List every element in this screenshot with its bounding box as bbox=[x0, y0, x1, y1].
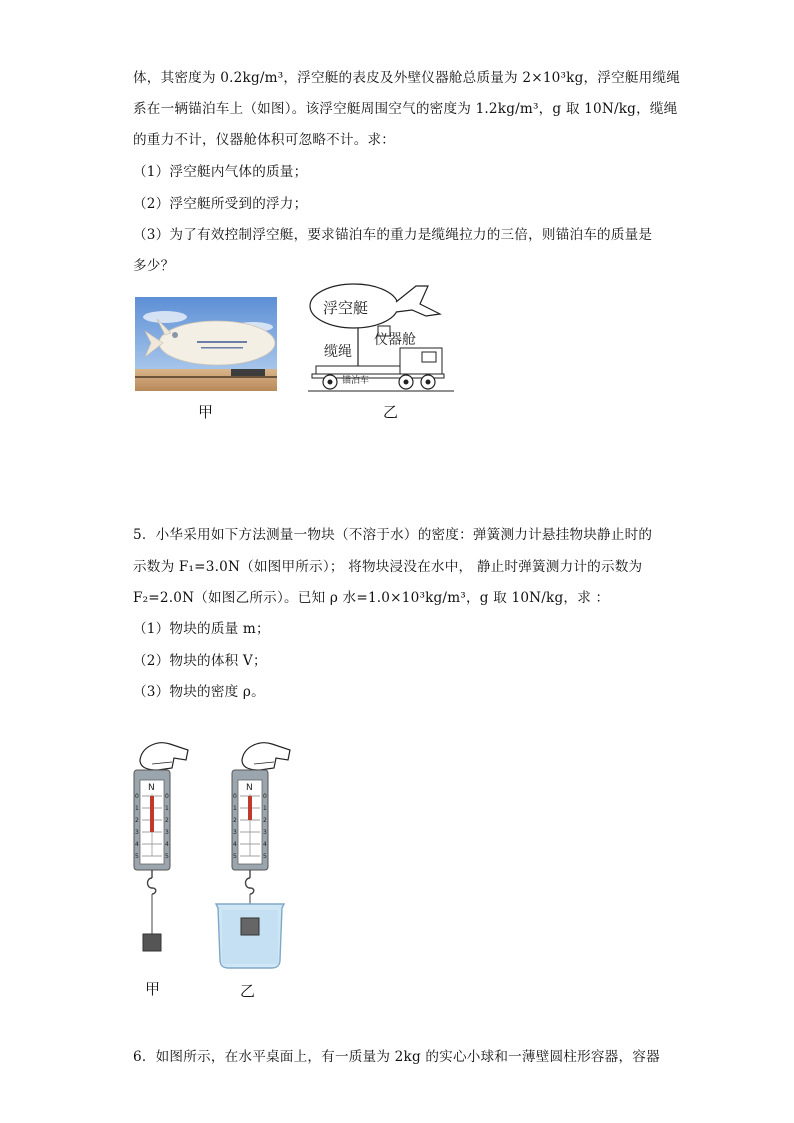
scale-yi-tick-r-5: 5 bbox=[263, 853, 267, 860]
diagram-airship-label: 浮空艇 bbox=[323, 299, 369, 317]
scale-yi-tick-r-3: 3 bbox=[263, 829, 267, 836]
q5-fig-yi-caption: 乙 bbox=[240, 982, 256, 1000]
q4-sub-3: （3）为了有效控制浮空艇，要求锚泊车的重力是缆绳拉力的三倍，则锚泊车的质量是 bbox=[133, 227, 653, 243]
scale-yi-tick-r-2: 2 bbox=[263, 817, 267, 824]
scale-jia-tick-r-2: 2 bbox=[165, 817, 169, 824]
scale-yi-tick-r-4: 4 bbox=[263, 841, 267, 848]
q5-sub-2: （2）物块的体积 V； bbox=[133, 653, 267, 669]
q5-fig-jia-caption: 甲 bbox=[145, 980, 161, 998]
q4-line-3: 的重力不计，仪器舱体积可忽略不计。求： bbox=[133, 132, 396, 148]
scale-jia-tick-l-4: 4 bbox=[135, 841, 139, 848]
q4-fig-yi-caption: 乙 bbox=[383, 403, 399, 421]
q5-line-2: 示数为 F₁=3.0N（如图甲所示）； 将物块浸没在水中， 静止时弹簧测力计的示数为 bbox=[133, 559, 643, 575]
q5-sub-3: （3）物块的密度 ρ。 bbox=[133, 684, 265, 700]
q6-line-1: 6．如图所示，在水平桌面上，有一质量为 2kg 的实心小球和一薄壁圆柱形容器，容器 bbox=[133, 1049, 660, 1065]
scale-yi-tick-r-0: 0 bbox=[263, 793, 267, 800]
scale-jia-tick-r-5: 5 bbox=[165, 853, 169, 860]
scale-jia-tick-l-0: 0 bbox=[135, 793, 139, 800]
scale-yi-tick-l-4: 4 bbox=[233, 841, 237, 848]
scale-jia-tick-l-3: 3 bbox=[135, 829, 139, 836]
scale-yi-tick-l-3: 3 bbox=[233, 829, 237, 836]
scale-jia-tick-r-4: 4 bbox=[165, 841, 169, 848]
scale-jia-tick-l-2: 2 bbox=[135, 817, 139, 824]
airship-diagram bbox=[308, 278, 458, 398]
q4-sub-3-cont: 多少？ bbox=[133, 258, 175, 274]
diagram-cable-label: 缆绳 bbox=[324, 344, 352, 360]
q5-sub-1: （1）物块的质量 m； bbox=[133, 621, 270, 637]
scale-jia-tick-l-5: 5 bbox=[135, 853, 139, 860]
diagram-truck-label: 锚泊车 bbox=[342, 376, 370, 386]
scale-jia-unit: N bbox=[148, 783, 155, 793]
q4-sub-1: （1）浮空艇内气体的质量； bbox=[133, 164, 308, 180]
q4-fig-jia-caption: 甲 bbox=[198, 403, 214, 421]
scale-yi-tick-l-1: 1 bbox=[233, 805, 237, 812]
spring-scale-yi bbox=[212, 738, 302, 973]
q4-line-1: 体，其密度为 0.2kg/m³，浮空艇的表皮及外壁仪器舱总质量为 2×10³kg，浮空艇用缆绳 bbox=[133, 70, 681, 86]
scale-yi-tick-l-0: 0 bbox=[233, 793, 237, 800]
scale-jia-tick-l-1: 1 bbox=[135, 805, 139, 812]
scale-jia-tick-r-3: 3 bbox=[165, 829, 169, 836]
spring-scale-jia bbox=[128, 738, 198, 958]
scale-yi-tick-r-1: 1 bbox=[263, 805, 267, 812]
airship-photo bbox=[135, 297, 277, 391]
scale-jia-tick-r-0: 0 bbox=[165, 793, 169, 800]
scale-yi-tick-l-5: 5 bbox=[233, 853, 237, 860]
scale-yi-tick-l-2: 2 bbox=[233, 817, 237, 824]
scale-jia-tick-r-1: 1 bbox=[165, 805, 169, 812]
q5-line-1: 5．小华采用如下方法测量一物块（不溶于水）的密度：弹簧测力计悬挂物块静止时的 bbox=[133, 527, 653, 543]
q4-line-2: 系在一辆锚泊车上（如图）。该浮空艇周围空气的密度为 1.2kg/m³，g 取 10N/kg，缆绳 bbox=[133, 101, 678, 117]
scale-yi-unit: N bbox=[246, 783, 253, 793]
q5-line-3: F₂=2.0N（如图乙所示）。已知 ρ 水=1.0×10³kg/m³，g 取 10N/kg，求 ： bbox=[133, 590, 610, 606]
q4-sub-2: （2）浮空艇所受到的浮力； bbox=[133, 196, 308, 212]
diagram-instrument-label: 仪器舱 bbox=[374, 332, 416, 348]
